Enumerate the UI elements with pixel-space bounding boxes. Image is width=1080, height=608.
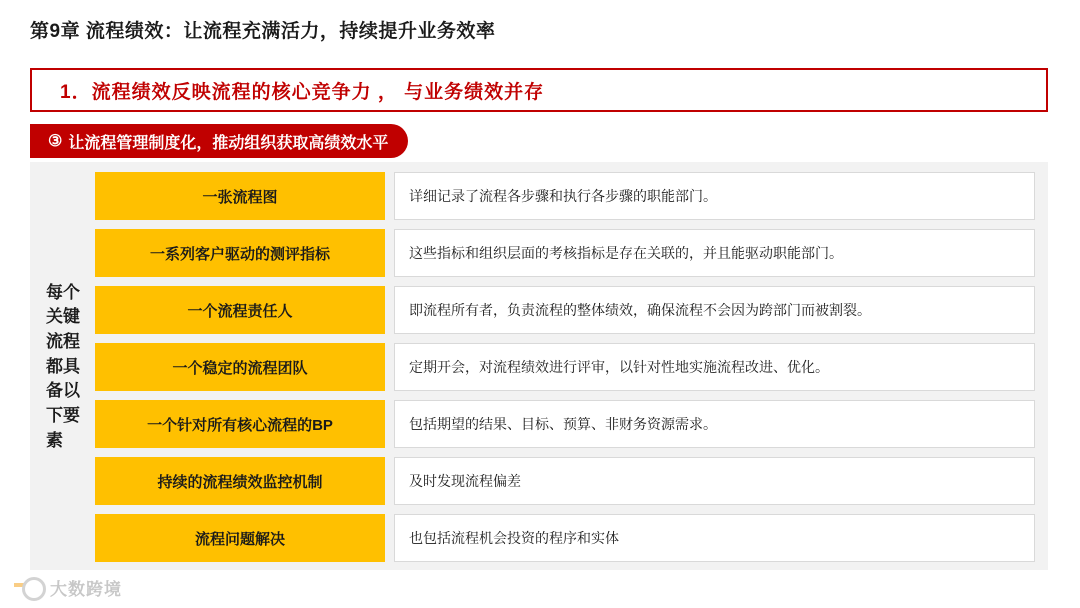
row-description: 即流程所有者，负责流程的整体绩效，确保流程不会因为跨部门而被割裂。 <box>394 286 1035 334</box>
brand-logo-icon <box>14 574 44 600</box>
row-description: 包括期望的结果、目标、预算、非财务资源需求。 <box>394 400 1035 448</box>
section-banner <box>30 68 1048 112</box>
subsection-heading <box>30 124 408 158</box>
row-key: 一个流程责任人 <box>95 286 385 334</box>
row-description: 也包括流程机会投资的程序和实体 <box>394 514 1035 562</box>
page-title: 第9章 流程绩效：让流程充满活力，持续提升业务效率 <box>30 21 496 42</box>
row-key: 一个稳定的流程团队 <box>95 343 385 391</box>
table-row <box>95 514 1035 562</box>
table-row <box>95 229 1035 277</box>
elements-table <box>95 172 1035 571</box>
table-row <box>95 286 1035 334</box>
row-description: 详细记录了流程各步骤和执行各步骤的职能部门。 <box>394 172 1035 220</box>
table-row <box>95 172 1035 220</box>
table-row <box>95 400 1035 448</box>
section-banner-label: 1．流程绩效反映流程的核心竞争力 ， 与业务绩效并存 <box>60 81 545 103</box>
subsection-heading-label: 让流程管理制度化，推动组织获取高绩效水平 <box>68 134 389 152</box>
row-description: 定期开会，对流程绩效进行评审，以针对性地实施流程改进、优化。 <box>394 343 1035 391</box>
watermark-label: 大数跨境 <box>50 579 122 599</box>
watermark <box>14 574 122 600</box>
row-key: 一张流程图 <box>95 172 385 220</box>
circled-number-icon: ③ <box>48 133 63 150</box>
table-row <box>95 343 1035 391</box>
row-key: 一系列客户驱动的测评指标 <box>95 229 385 277</box>
table-row <box>95 457 1035 505</box>
side-label: 每个关键流程都具备以下要素 <box>46 282 80 450</box>
row-key: 持续的流程绩效监控机制 <box>95 457 385 505</box>
row-key: 一个针对所有核心流程的BP <box>95 400 385 448</box>
row-description: 及时发现流程偏差 <box>394 457 1035 505</box>
row-description: 这些指标和组织层面的考核指标是存在关联的，并且能驱动职能部门。 <box>394 229 1035 277</box>
row-key: 流程问题解决 <box>95 514 385 562</box>
